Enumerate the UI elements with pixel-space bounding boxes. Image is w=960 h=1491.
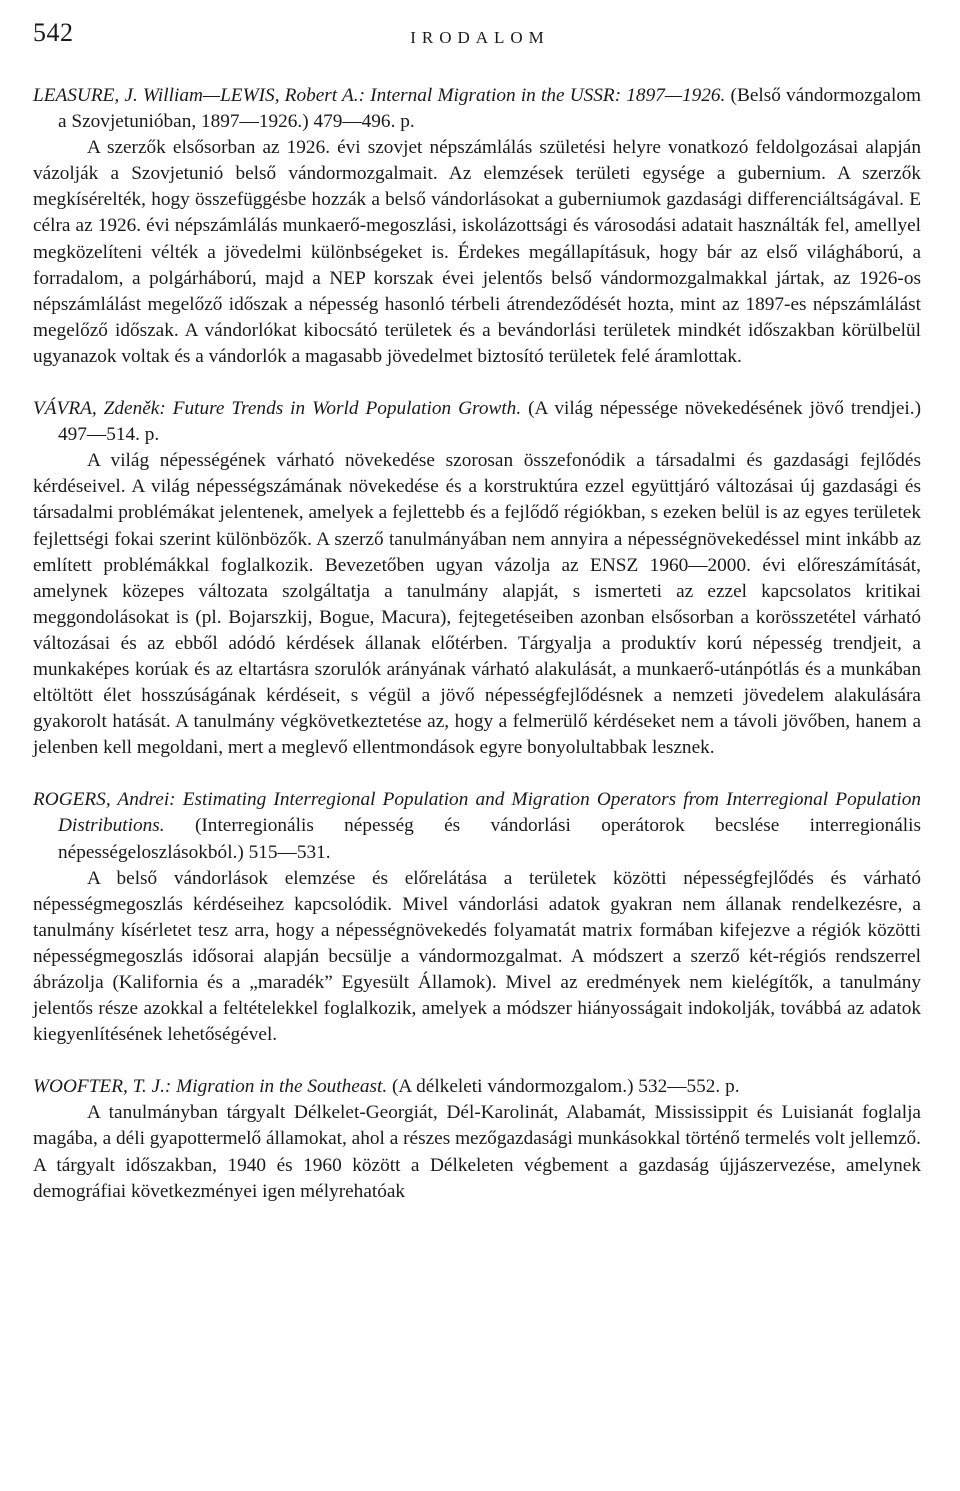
review-entry bbox=[33, 83, 921, 370]
work-title: Future Trends in World Population Growth. bbox=[172, 398, 522, 420]
author: ROGERS, Andrei: bbox=[33, 789, 176, 811]
author: LEASURE, J. William—LEWIS, Robert A.: bbox=[33, 85, 365, 106]
citation-details: (A világ népessége növekedésének jövő trendjei.) 497—514. p. bbox=[58, 398, 921, 446]
abstract-paragraph: A világ népességének várható növekedése szorosan összefonódik a társadalmi és gazdasági fejlődés kérdéseivel. A világ népességszámának növekedése és a korstruktúra ezzel együttjáró változásai új gazdasági és társadalmi problémákat jelentenek, amelyek a fejlettebb és a fejlődő régiókban, s ezeken belül is az egyes területek fejlettségi fokai szerint különbözők. A szerző tanulmányában nem annyira a népességnövekedéssel mint inkább az említett problémákkal foglalkozik. Bevezetőben ugyan vázolja az ENSZ 1960—2000. évi előreszámítását, amelynek közepes változata szolgáltatja a tanulmány alapját, s ismerteti az ezzel kapcsolatos kritikai meggondolásokat is (pl. Bojarszkij, Bogue, Macura), fejtegetéseiben azonban elsősorban a korösszetétel várható változásai és az ebből adódó kérdések állanak előtérben. Tárgyalja a produktív korú népesség trendjeit, a munkaképes korúak és az eltartásra szorulók arányának várható alakulását, a munkaerő-utánpótlás és a munkában eltöltött élet hosszúságának kérdéseit, s végül a jövő népességfejlődésnek a nemzeti jövedelem alakulására gyakorolt hatását. A tanulmány végkövetkeztetése az, hogy a felmerülő kérdéseket nem a távoli jövőben, hanem a jelenben kell megoldani, mert a meglevő ellentmondások egyre bonyolultabbak lesznek. bbox=[33, 450, 921, 759]
citation bbox=[33, 787, 921, 865]
abstract-paragraph: A belső vándorlások elemzése és előrelátása a területek közötti népességfejlődés és várható népességmegoszlás kérdéseihez kapcsolódik. Mivel vándorlási adatok gyakran nem állanak rendelkezésre, a tanulmány kísérletet tesz arra, hogy a népességnövekedés folyamatát matrix formában kifejezve a régiók közötti népességmegoszlás idősorai alapján becsülje a vándormozgalmat. A módszert a szerző két-régiós rendszerrel ábrázolja (Kalifornia és a „maradék” Egyesült Államok). Mivel az eredmények nem kielégítők, a tanulmány jelentős része azokkal a feltételekkel foglalkozik, amelyek a módszer hiányosságait indokolják, továbbá az adatok kiegyenlítésének lehetőségével. bbox=[33, 867, 921, 1046]
abstract-paragraph: A szerzők elsősorban az 1926. évi szovjet népszámlálás születési helyre vonatkozó feldolgozásai alapján vázolják a Szovjetunió belső vándormozgalmait. Az elemzések területi egysége a gubernium. A szerzők megkísérelték, hogy összefüggésbe hozzák a belső vándorlásokat a guberniumok gazdasági differenciáltságával. E célra az 1926. évi népszámlálás munkaerő-megoszlási, iskolázottsági és városodási adatait használták fel, amellyel megközelíteni vélték a jövedelmi különbségeket is. Érdekes megállapításuk, hogy bár az első világháború, a forradalom, a polgárháború, majd a NEP korszak évei jelentős belső vándormozgalmakkal jártak, az 1926-os népszámlálást megelőző időszak a népesség hasonló térbeli átrendeződését hozta, mint az 1897-es népszámlálást megelőző időszak. A vándorlókat kibocsátó területek és a bevándorlási területek mindkét időszakban körülbelül ugyanazok voltak és a vándorlók a magasabb jövedelmet biztosító területek felé áramlottak. bbox=[33, 137, 921, 367]
author: VÁVRA, Zdeněk: bbox=[33, 398, 166, 420]
citation bbox=[33, 83, 921, 135]
page-header bbox=[0, 14, 960, 54]
citation-details: (Interregionális népesség és vándorlási operátorok becslése interregionális népességeloszlásokból.) 515—531. bbox=[58, 815, 922, 863]
work-title: Migration in the Southeast. bbox=[176, 1076, 388, 1098]
citation-details: (A délkeleti vándormozgalom.) 532—552. p. bbox=[392, 1076, 740, 1098]
author: WOOFTER, T. J.: bbox=[33, 1076, 172, 1098]
work-title: Internal Migration in the USSR: 1897—1926. bbox=[370, 85, 726, 106]
page-body bbox=[33, 83, 921, 1231]
review-entry bbox=[33, 396, 921, 761]
review-entry bbox=[33, 1074, 921, 1204]
citation bbox=[33, 1074, 921, 1100]
work-title: Estimating Interregional Population and Migration Operators from Interregional Population Distributions. bbox=[58, 789, 921, 837]
review-entry bbox=[33, 787, 921, 1048]
citation bbox=[33, 396, 921, 448]
abstract-paragraph: A tanulmányban tárgyalt Délkelet-Georgiát, Dél-Karolinát, Alabamát, Mississippit és Luisianát foglalja magába, a déli gyapottermelő államokat, ahol a részes mezőgazdasági munkásokkal történő termelés volt jellemző. A tárgyalt időszakban, 1940 és 1960 között a Délkeleten végbement a gazdaság újjászervezése, amelynek demográfiai következményei igen mélyrehatóak bbox=[33, 1102, 921, 1202]
citation-details: (Belső vándormozgalom a Szovjetunióban, 1897—1926.) 479—496. p. bbox=[58, 85, 921, 133]
page-number: 542 bbox=[33, 18, 74, 47]
running-head: IRODALOM bbox=[410, 28, 550, 47]
